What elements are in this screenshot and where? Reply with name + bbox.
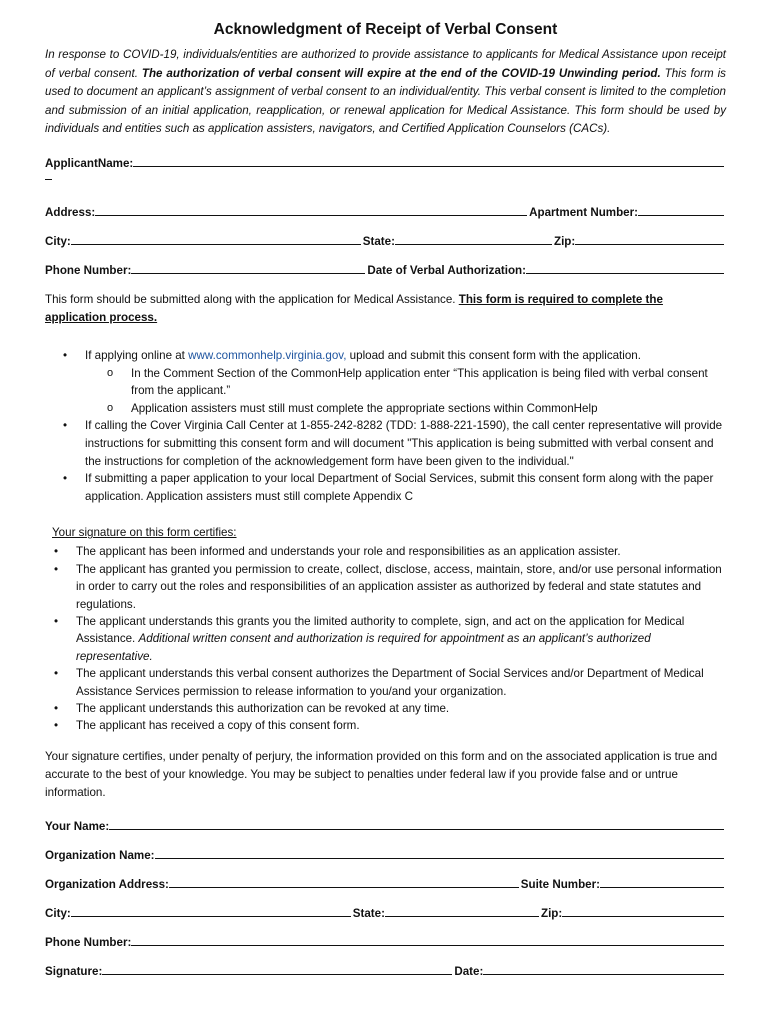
apartment-number-field[interactable]	[638, 215, 724, 216]
zip-field[interactable]	[575, 244, 724, 245]
applicant-name-overflow-line	[45, 170, 726, 190]
signature-date-label: Date:	[454, 964, 484, 978]
org-address-row	[45, 862, 726, 891]
city-field[interactable]	[71, 244, 361, 245]
phone-label: Phone Number:	[45, 263, 132, 277]
assister-state-field[interactable]	[385, 916, 539, 917]
city-state-zip-row	[45, 219, 726, 248]
signature-label: Signature:	[45, 964, 103, 978]
date-verbal-field[interactable]	[526, 273, 724, 274]
assister-state-label: State:	[352, 906, 385, 920]
online-suffix: upload and submit this consent form with the application.	[346, 348, 641, 362]
your-name-label: Your Name:	[45, 819, 110, 833]
phone-field[interactable]	[131, 273, 365, 274]
intro-text-1: In response to COVID-19, individuals/entities are authorized to provide assistance to applicants for Medical Assistance upon receipt of verbal consent.	[45, 48, 726, 80]
org-name-label: Organization Name:	[45, 848, 155, 862]
apartment-number-label: Apartment Number:	[529, 205, 638, 219]
list-item-online	[45, 347, 726, 417]
certify-item-copy: • The applicant has received a copy of this consent form.	[45, 717, 726, 734]
city-label: City:	[45, 234, 71, 248]
assister-fields	[45, 804, 726, 978]
suite-field[interactable]	[600, 887, 724, 888]
submission-instructions	[45, 347, 726, 505]
certify-item-revoke: • The applicant understands this authorization can be revoked at any time.	[45, 700, 726, 717]
assister-phone-label: Phone Number:	[45, 935, 132, 949]
assister-city-label: City:	[45, 906, 71, 920]
assister-zip-label: Zip:	[540, 906, 563, 920]
assister-zip-field[interactable]	[562, 916, 724, 917]
org-address-label: Organization Address:	[45, 877, 169, 891]
authority-text: The applicant understands this grants you the limited authority to complete, sign, and act on the application for Medical Assistance.	[76, 614, 685, 646]
online-sublist	[85, 365, 726, 418]
assister-city-row	[45, 891, 726, 920]
intro-bold-text: The authorization of verbal consent will expire at the end of the COVID-19 Unwinding period.	[141, 66, 661, 80]
your-name-field[interactable]	[109, 829, 724, 830]
signature-row	[45, 949, 726, 978]
org-name-field[interactable]	[155, 858, 724, 859]
sub-item-comment: o In the Comment Section of the CommonHelp application enter “This application is being filed with verbal consent from the applicant.”	[85, 365, 726, 400]
online-prefix: If applying online at	[85, 348, 189, 362]
certify-item-authority	[45, 613, 726, 665]
address-row	[45, 190, 726, 219]
assister-city-field[interactable]	[71, 916, 351, 917]
your-name-row	[45, 804, 726, 833]
address-label: Address:	[45, 205, 96, 219]
perjury-statement: Your signature certifies, under penalty of perjury, the information provided on this form and on the associated application is true and accurate to the best of your knowledge. You may be subject to penalties under federal law if you provide false and or untrue information.	[45, 749, 718, 799]
form-title: Acknowledgment of Receipt of Verbal Consent	[213, 21, 558, 38]
applicant-name-label: ApplicantName:	[45, 156, 134, 170]
date-verbal-label: Date of Verbal Authorization:	[367, 263, 527, 277]
list-item-paper: • If submitting a paper application to your local Department of Social Services, submit this consent form along with the paper application. Application assisters must still complete Appendix C	[45, 470, 726, 505]
applicant-fields	[45, 141, 726, 277]
state-label: State:	[362, 234, 395, 248]
org-address-field[interactable]	[169, 887, 519, 888]
sub-item-assisters: o Application assisters must still must complete the appropriate sections within CommonHelp	[85, 400, 726, 418]
intro-text-2: This form is used to document an applicant’s assignment of verbal consent to an individual/entity. This verbal consent is limited to the completion and submission of an initial application, reapplication, or renewal application for Medical Assistance. This form should be used by individuals and entities such as application assisters, navigators, and Certified Application Counselors (CACs).	[45, 66, 726, 136]
org-name-row	[45, 833, 726, 862]
signature-date-field[interactable]	[483, 974, 724, 975]
authority-italic-text: Additional written consent and authorization is required for appointment as an applicant’s authorized representative.	[76, 632, 651, 663]
state-field[interactable]	[395, 244, 552, 245]
commonhelp-link[interactable]: www.commonhelp.virginia.gov,	[188, 348, 347, 362]
suite-label: Suite Number:	[520, 877, 600, 891]
intro-paragraph	[45, 46, 726, 139]
applicant-name-field[interactable]	[133, 166, 724, 167]
certifies-list	[45, 543, 726, 734]
signature-field[interactable]	[102, 974, 452, 975]
certify-item-informed: • The applicant has been informed and understands your role and responsibilities as an application assister.	[45, 543, 726, 560]
phone-date-row	[45, 248, 726, 277]
submit-note-required: This form is required to complete the application process.	[45, 292, 663, 324]
applicant-name-row	[45, 141, 726, 170]
submit-note-text: This form should be submitted along with the application for Medical Assistance.	[45, 292, 459, 306]
certifies-heading: Your signature on this form certifies:	[52, 526, 237, 540]
zip-label: Zip:	[553, 234, 576, 248]
submit-note	[45, 291, 726, 327]
certify-item-permission: • The applicant has granted you permission to create, collect, disclose, access, maintain, store, and/or use personal information in order to carry out the roles and responsibilities of an application assister as authorized by federal and state statutes and regulations.	[45, 561, 726, 613]
address-field[interactable]	[95, 215, 527, 216]
list-item-call: • If calling the Cover Virginia Call Center at 1-855-242-8282 (TDD: 1-888-221-1590), the call center representative will provide instructions for submitting this consent form and will document "This application is being submitted with verbal consent and the instructions for completion of the acknowledgement form have been given to the individual."	[45, 417, 726, 470]
certify-item-release: • The applicant understands this verbal consent authorizes the Department of Social Services and/or Department of Medical Assistance Services permission to release information to you/and your organization.	[45, 665, 726, 700]
assister-phone-row	[45, 920, 726, 949]
assister-phone-field[interactable]	[131, 945, 724, 946]
